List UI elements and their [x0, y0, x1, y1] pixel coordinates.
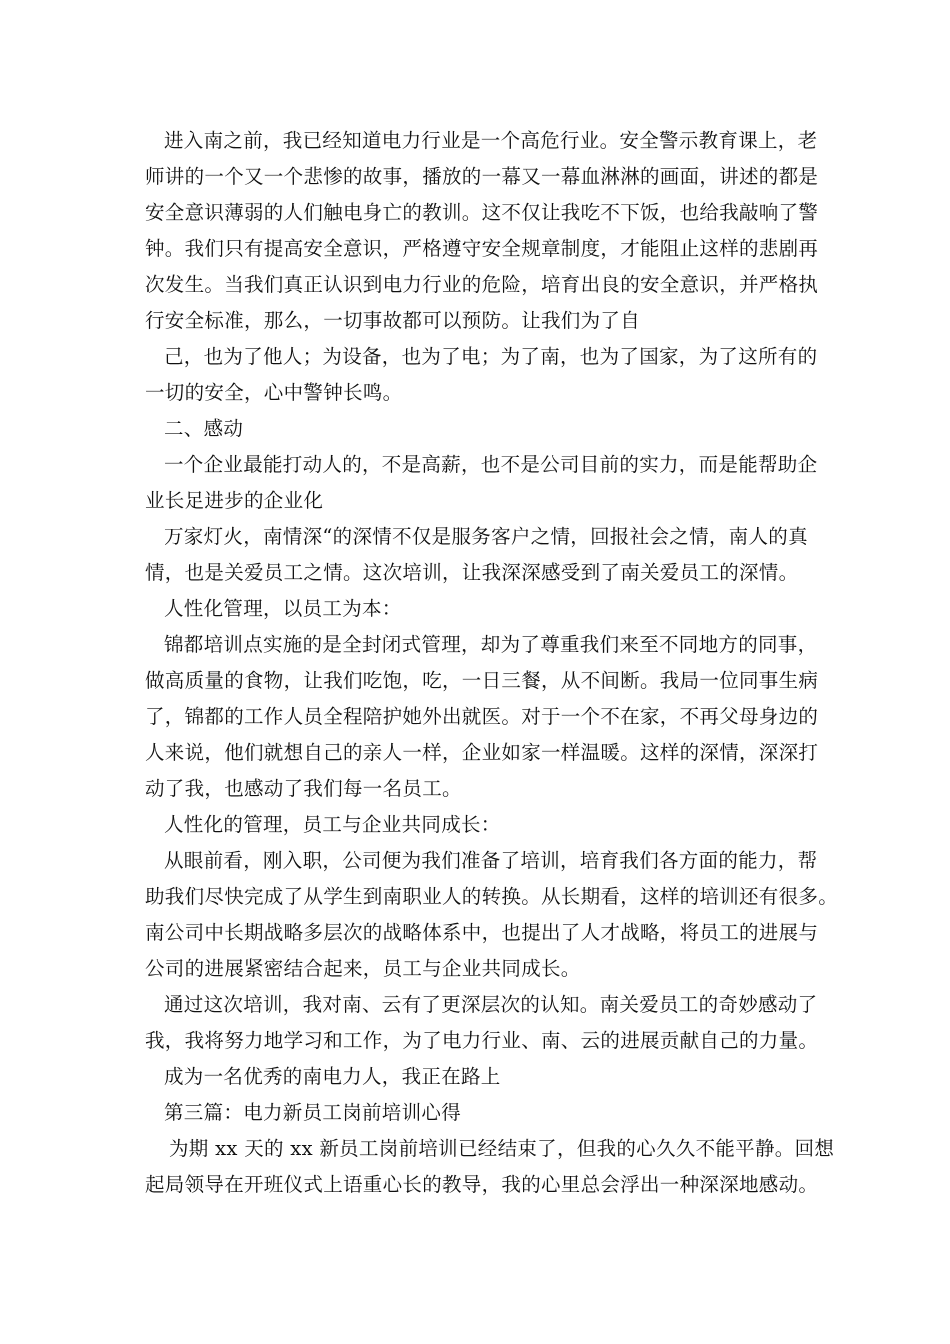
text-line: 一切的安全，心中警钟长鸣。	[145, 381, 403, 404]
text-line: 一个企业最能打动人的，不是高薪，也不是公司目前的实力，而是能帮助企	[164, 453, 818, 476]
text-line: 业长足进步的企业化	[145, 489, 324, 512]
text-line: 锦都培训点实施的是全封闭式管理，却为了尊重我们来至不同地方的同事，	[164, 633, 818, 656]
text-line: 南公司中长期战略多层次的战略体系中，也提出了人才战略，将员工的进展与	[145, 921, 819, 944]
text-line: 了，锦都的工作人员全程陪护她外出就医。对于一个不在家，不再父母身边的	[145, 705, 819, 728]
text-line: 师讲的一个又一个悲惨的故事，播放的一幕又一幕血淋淋的画面，讲述的都是	[145, 165, 819, 188]
document-body	[145, 123, 839, 1203]
text-line: 成为一名优秀的南电力人，我正在路上	[164, 1065, 501, 1088]
text-line: 通过这次培训，我对南、云有了更深层次的认知。南关爱员工的奇妙感动了	[164, 993, 818, 1016]
text-line: 进入南之前，我已经知道电力行业是一个高危行业。安全警示教育课上，老	[164, 129, 818, 152]
section-heading: 二、感动	[164, 417, 244, 440]
text-line: 从眼前看，刚入职，公司便为我们准备了培训，培育我们各方面的能力，帮	[164, 849, 818, 872]
text-line: 钟。我们只有提高安全意识，严格遵守安全规章制度，才能阻止这样的悲剧再	[145, 237, 819, 260]
text-line: 做高质量的食物，让我们吃饱，吃，一日三餐，从不间断。我局一位同事生病	[145, 669, 819, 692]
text-line: 起局领导在开班仪式上语重心长的教导，我的心里总会浮出一种深深地感动。	[145, 1173, 819, 1196]
chapter-heading: 第三篇：电力新员工岗前培训心得	[164, 1101, 462, 1124]
text-line: 行安全标准，那么，一切事故都可以预防。让我们为了自	[145, 309, 641, 332]
text-line: 我，我将努力地学习和工作，为了电力行业、南、云的进展贡献自己的力量。	[145, 1029, 819, 1052]
text-line: 万家灯火，南情深“的深情不仅是服务客户之情，回报社会之情，南人的真	[164, 525, 808, 548]
text-line: 安全意识薄弱的人们触电身亡的教训。这不仅让我吃不下饭，也给我敲响了警	[145, 201, 819, 224]
text-line: 助我们尽快完成了从学生到南职业人的转换。从长期看，这样的培训还有很多。	[145, 885, 839, 908]
text-line: 为期 xx 天的 xx 新员工岗前培训已经结束了，但我的心久久不能平静。回想	[169, 1137, 835, 1160]
text-line: 情，也是关爱员工之情。这次培训，让我深深感受到了南关爱员工的深情。	[145, 561, 799, 584]
subheading: 人性化管理，以员工为本：	[164, 597, 402, 620]
text-line: 动了我，也感动了我们每一名员工。	[145, 777, 462, 800]
text-line: 公司的进展紧密结合起来，员工与企业共同成长。	[145, 957, 581, 980]
text-line: 己，也为了他人；为设备，也为了电；为了南，也为了国家，为了这所有的	[164, 345, 818, 368]
text-line: 人来说，他们就想自己的亲人一样，企业如家一样温暖。这样的深情，深深打	[145, 741, 819, 764]
subheading: 人性化的管理，员工与企业共同成长：	[164, 813, 501, 836]
text-line: 次发生。当我们真正认识到电力行业的危险，培育出良的安全意识，并严格执	[145, 273, 819, 296]
